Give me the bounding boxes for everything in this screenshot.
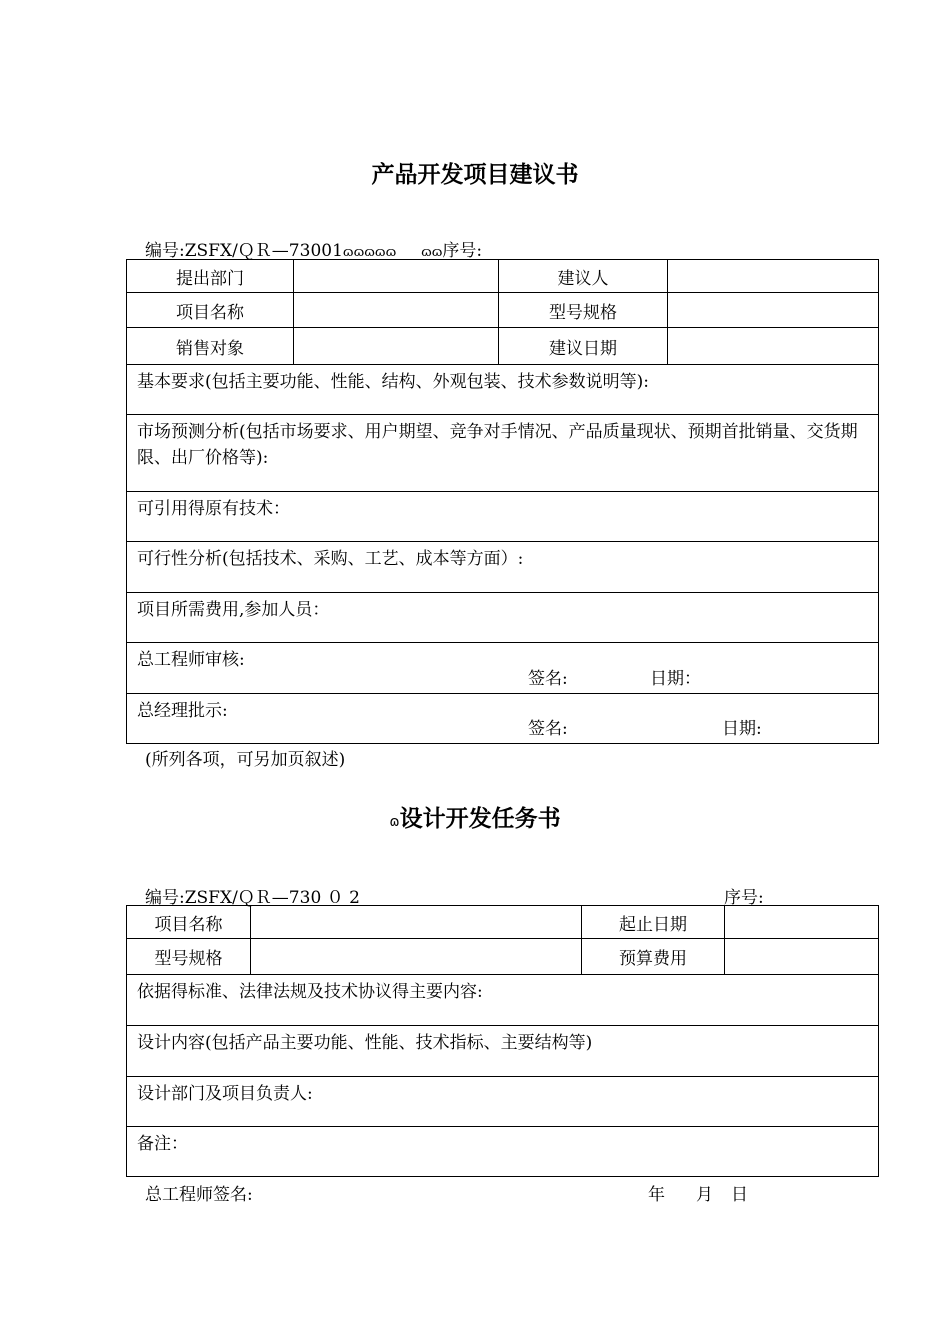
dept-field[interactable] <box>294 260 499 293</box>
doc1-table <box>126 259 879 744</box>
table-row <box>127 906 879 939</box>
doc1-title: 产品开发项目建议书 <box>371 162 579 188</box>
sales-target-field[interactable] <box>294 328 499 365</box>
doc2-seq-label: 序号: <box>724 888 764 908</box>
doc1-seq-label: 序号: <box>442 241 483 261</box>
doc2-marker-glyph: ɷ <box>389 814 400 830</box>
remarks[interactable]: 备注： <box>127 1127 879 1177</box>
design-content[interactable]: 设计内容(包括产品主要功能、性能、技术指标、主要结构等) <box>127 1026 879 1077</box>
day-label: 日 <box>731 1185 748 1205</box>
doc1-note: (所列各项，可另加页叙述) <box>145 750 346 770</box>
design-dept-lead[interactable]: 设计部门及项目负责人: <box>127 1077 879 1127</box>
doc2-code: 编号:ZSFX/ＱＲ—730 ０ 2 <box>145 888 360 908</box>
doc2-title: 设计开发任务书 <box>399 806 561 832</box>
gm-approval-cell[interactable] <box>127 694 879 744</box>
market-analysis[interactable]: 市场预测分析(包括市场要求、用户期望、竞争对手情况、产品质量现状、预期首批销量、交货期限、出厂价格等): <box>127 415 879 492</box>
proposal-date-label: 建议日期 <box>499 328 668 365</box>
standards-basis[interactable]: 依据得标准、法律法规及技术协议得主要内容: <box>127 975 879 1026</box>
table-row <box>127 415 879 492</box>
doc1-code: 编号:ZSFX/ＱＲ—73001 <box>145 241 343 261</box>
proposer-label: 建议人 <box>499 260 668 293</box>
gm-sign-label: 签名: <box>528 719 568 739</box>
doc2-title-wrap <box>0 800 950 833</box>
doc1-code-line <box>145 236 482 261</box>
dept-label: 提出部门 <box>127 260 294 293</box>
chief-engineer-review-cell[interactable] <box>127 643 879 694</box>
table-row <box>127 365 879 415</box>
proposal-date-field[interactable] <box>668 328 879 365</box>
table-row <box>127 328 879 365</box>
budget-field[interactable] <box>725 939 879 975</box>
project-name-field[interactable] <box>294 293 499 328</box>
chief-engineer-review-label: 总工程师审核: <box>137 650 245 670</box>
existing-technology[interactable]: 可引用得原有技术： <box>127 492 879 542</box>
basic-requirements[interactable]: 基本要求(包括主要功能、性能、结构、外观包装、技术参数说明等): <box>127 365 879 415</box>
doc2-table <box>126 905 879 1177</box>
model-spec-field[interactable] <box>251 939 582 975</box>
table-row <box>127 492 879 542</box>
gm-date-label: 日期: <box>722 719 762 739</box>
chief-date-label: 日期： <box>650 669 701 689</box>
month-label: 月 <box>696 1185 713 1205</box>
gm-approval-label: 总经理批示: <box>137 701 228 721</box>
feasibility-analysis[interactable]: 可行性分析(包括技术、采购、工艺、成本等方面）: <box>127 542 879 593</box>
model-spec-field[interactable] <box>668 293 879 328</box>
sales-target-label: 销售对象 <box>127 328 294 365</box>
proposer-field[interactable] <box>668 260 879 293</box>
project-cost[interactable]: 项目所需费用,参加人员： <box>127 593 879 643</box>
project-name-label: 项目名称 <box>127 906 251 939</box>
budget-label: 预算费用 <box>582 939 725 975</box>
table-row <box>127 1127 879 1177</box>
chief-engineer-sign-label: 总工程师签名: <box>145 1185 253 1205</box>
project-name-field[interactable] <box>251 906 582 939</box>
model-spec-label: 型号规格 <box>499 293 668 328</box>
chief-sign-label: 签名: <box>528 669 568 689</box>
period-label: 起止日期 <box>582 906 725 939</box>
table-row <box>127 939 879 975</box>
table-row <box>127 1077 879 1127</box>
model-spec-label: 型号规格 <box>127 939 251 975</box>
project-name-label: 项目名称 <box>127 293 294 328</box>
doc1-spacer-glyphs: ɷɷɷɷɷ ɷɷ <box>342 245 443 260</box>
year-label: 年 <box>648 1185 665 1205</box>
table-row <box>127 1026 879 1077</box>
table-row <box>127 260 879 293</box>
period-field[interactable] <box>725 906 879 939</box>
table-row <box>127 643 879 694</box>
table-row <box>127 293 879 328</box>
table-row <box>127 694 879 744</box>
table-row <box>127 542 879 593</box>
table-row <box>127 975 879 1026</box>
table-row <box>127 593 879 643</box>
